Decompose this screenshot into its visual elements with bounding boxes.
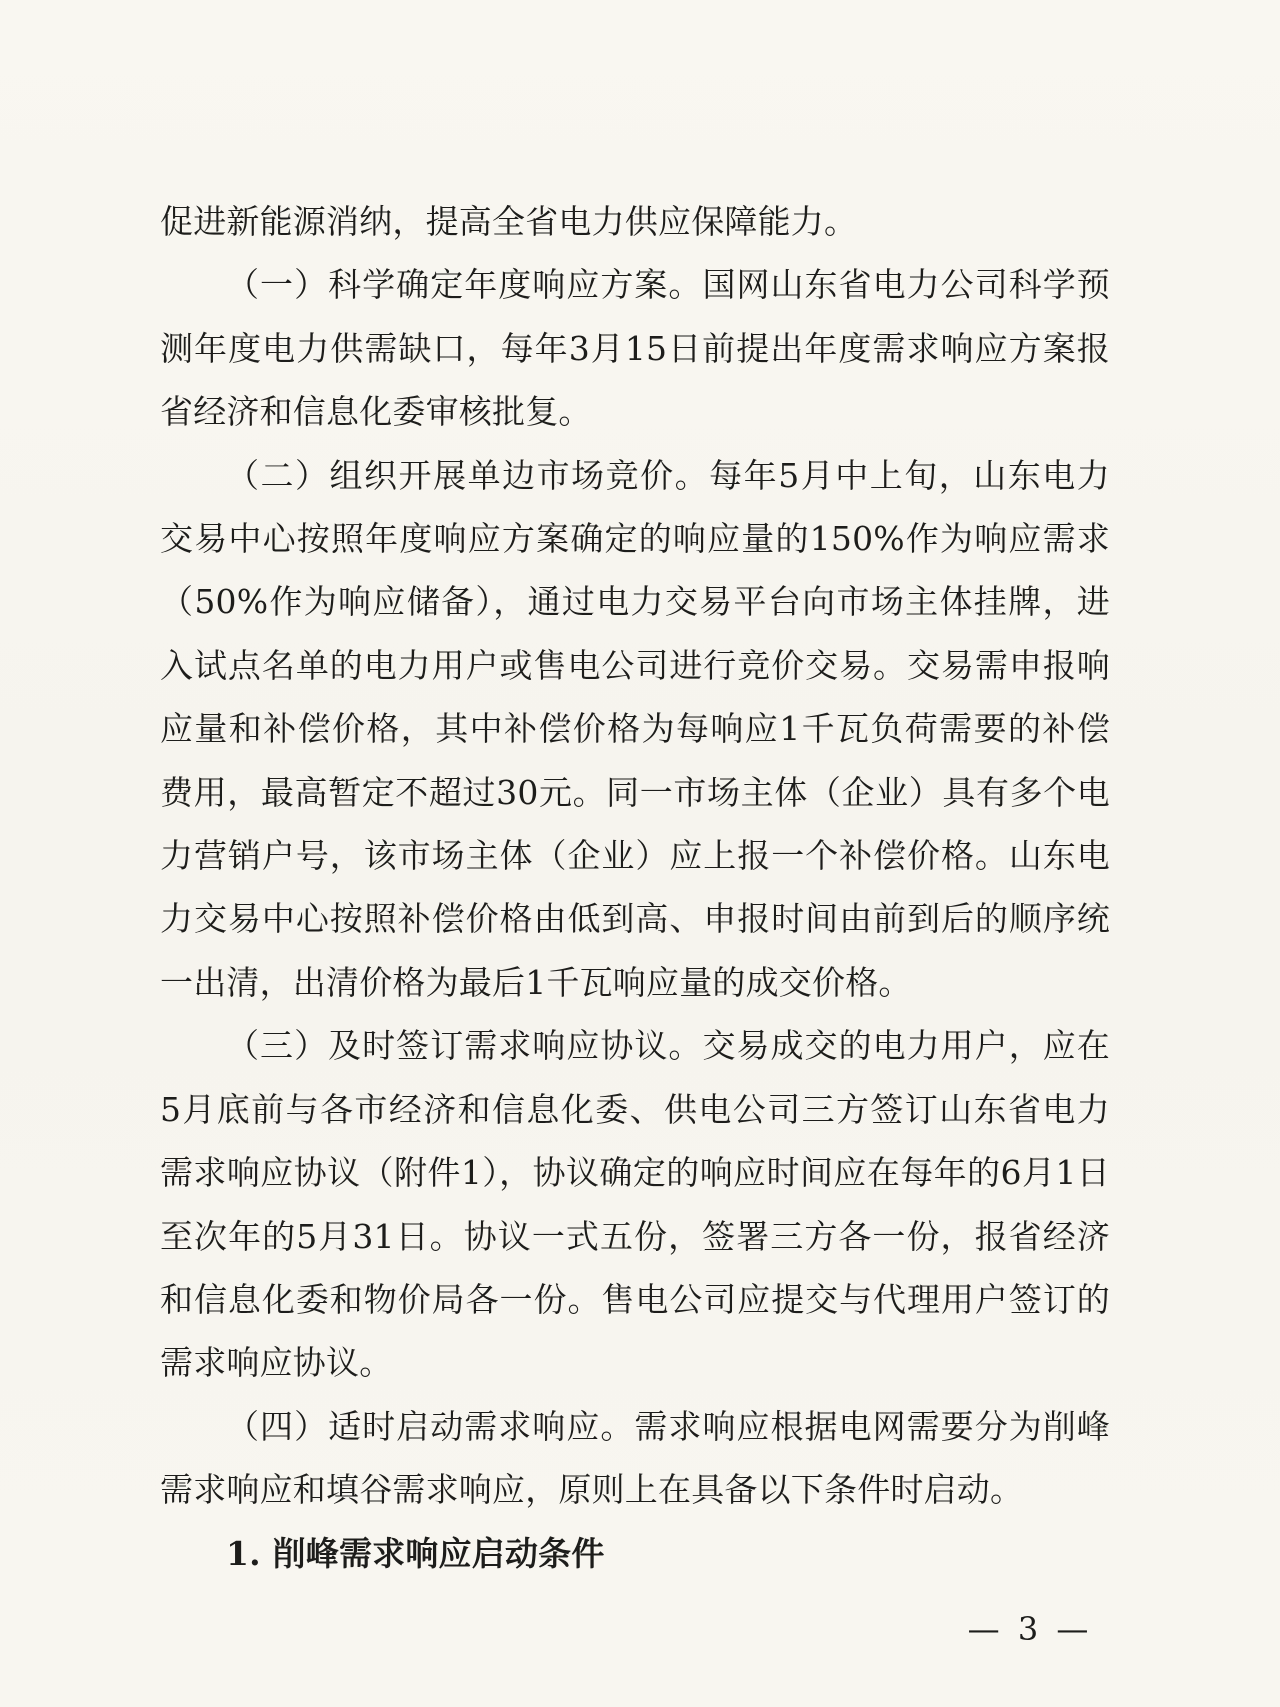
paragraph-1: （一）科学确定年度响应方案。国网山东省电力公司科学预测年度电力供需缺口，每年3月15日前提出年度需求响应方案报省经济和信息化委审核批复。 [160, 265, 1110, 432]
subheading: 1. 削峰需求响应启动条件 [226, 1533, 605, 1573]
paragraph-3: （三）及时签订需求响应协议。交易成交的电力用户，应在5月底前与各市经济和信息化委、供电公司三方签订山东省电力需求响应协议（附件1），协议确定的响应时间应在每年的6月1日至次年的5月31日。协议一式五份，签署三方各一份，报省经济和信息化委和物价局各一份。售电公司应提交与代理用户签订的需求响应协议。 [160, 1026, 1110, 1383]
paragraph-0: 促进新能源消纳，提高全省电力供应保障能力。 [160, 202, 858, 241]
paragraph-2: （二）组织开展单边市场竞价。每年5月中上旬，山东电力交易中心按照年度响应方案确定的响应量的150%作为响应需求（50%作为响应储备），通过电力交易平台向市场主体挂牌，进入试点名单的电力用户或售电公司进行竞价交易。交易需申报响应量和补偿价格，其中补偿价格为每响应1千瓦负荷需要的补偿费用，最高暂定不超过30元。同一市场主体（企业）具有多个电力营销户号，该市场主体（企业）应上报一个补偿价格。山东电力交易中心按照补偿价格由低到高、申报时间由前到后的顺序统一出清，出清价格为最后1千瓦响应量的成交价格。 [160, 455, 1110, 1002]
page-number: — 3 — [967, 1610, 1093, 1648]
paragraph-4: （四）适时启动需求响应。需求响应根据电网需要分为削峰需求响应和填谷需求响应，原则上在具备以下条件时启动。 [160, 1406, 1110, 1510]
document-body [160, 190, 1110, 1585]
